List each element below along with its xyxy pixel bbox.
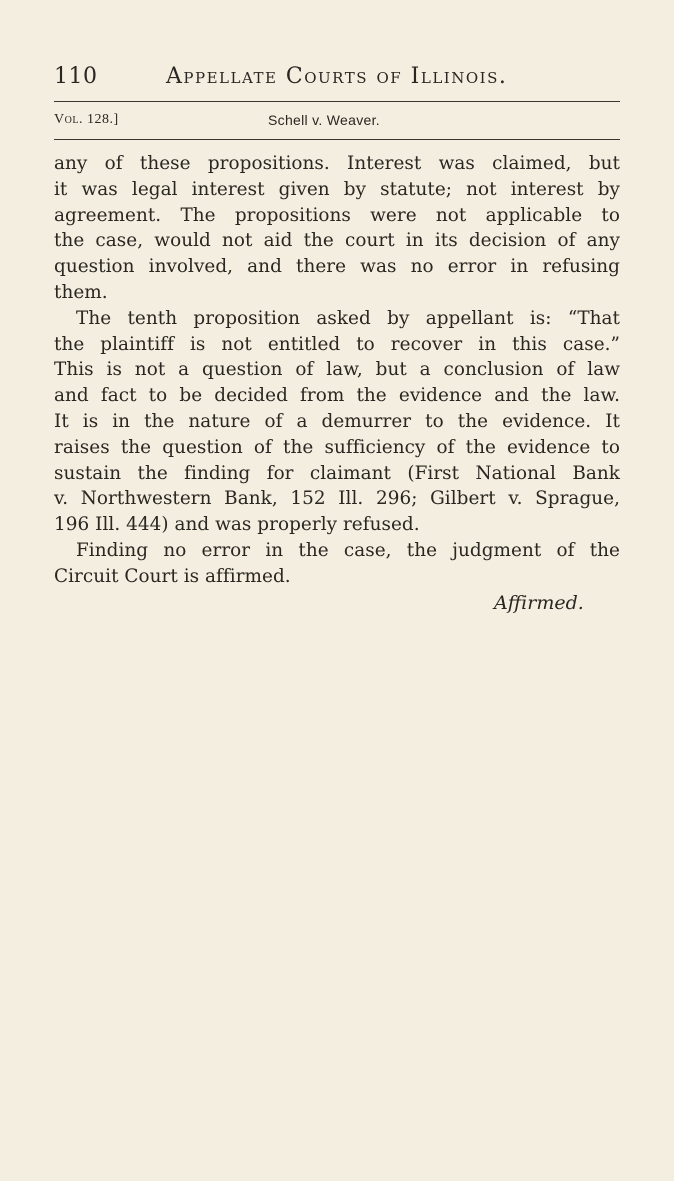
case-name: Schell v. Weaver. xyxy=(268,112,380,128)
text-line: 196 Ill. 444) and was properly refused. xyxy=(54,514,420,536)
case-header xyxy=(54,112,620,134)
text-line: the plaintiff is not entitled to recover in this case.” xyxy=(54,333,620,355)
text-line: and fact to be decided from the evidence and the law. xyxy=(54,385,620,407)
running-head xyxy=(54,64,620,98)
text-line: agreement. The propositions were not applicable to xyxy=(54,204,620,226)
text-line: the case, would not aid the court in its decision of any xyxy=(54,230,620,252)
volume-label: Vol. 128.] xyxy=(54,112,119,127)
text-line: v. Northwestern Bank, 152 Ill. 296; Gilbert v. Sprague, xyxy=(54,488,620,510)
disposition-affirmed: Affirmed. xyxy=(494,592,584,614)
text-line: them. xyxy=(54,281,108,303)
header-rule-bottom xyxy=(54,139,620,140)
text-line: Circuit Court is affirmed. xyxy=(54,565,291,587)
journal-title: Appellate Courts of Illinois. xyxy=(166,64,508,89)
text-line: any of these propositions. Interest was claimed, but xyxy=(54,153,620,174)
text-line: This is not a question of law, but a conclusion of law xyxy=(54,359,620,381)
text-line: it was legal interest given by statute; not interest by xyxy=(54,178,620,200)
text-line: raises the question of the sufficiency of the evidence to xyxy=(54,436,620,458)
text-line: It is in the nature of a demurrer to the evidence. It xyxy=(54,410,620,432)
text-line: The tenth proposition asked by appellant is: “That xyxy=(76,307,620,329)
text-line: question involved, and there was no error in refusing xyxy=(54,256,620,278)
page-number: 110 xyxy=(54,64,98,89)
text-line: Finding no error in the case, the judgment of the xyxy=(76,539,620,561)
header-rule-top xyxy=(54,101,620,102)
opinion-text xyxy=(54,151,620,590)
text-line: sustain the finding for claimant (First National Bank xyxy=(54,462,620,484)
